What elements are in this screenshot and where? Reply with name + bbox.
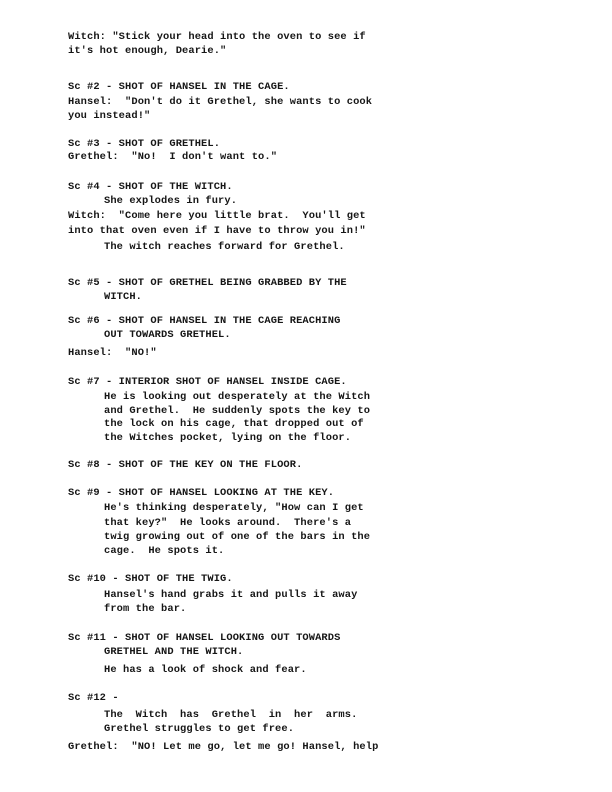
action-line: and Grethel. He suddenly spots the key to (104, 405, 371, 417)
scene-heading: Sc #8 - SHOT OF THE KEY ON THE FLOOR. (68, 459, 303, 471)
scene-heading: Sc #7 - INTERIOR SHOT OF HANSEL INSIDE CAGE. (68, 376, 347, 388)
action-line: Grethel struggles to get free. (104, 723, 295, 735)
action-line: from the bar. (104, 603, 187, 615)
action-line: The witch reaches forward for Grethel. (104, 241, 345, 253)
scene-heading: Sc #9 - SHOT OF HANSEL LOOKING AT THE KEY. (68, 487, 335, 499)
action-line: She explodes in fury. (104, 195, 238, 207)
action-line: cage. He spots it. (104, 545, 225, 557)
dialogue-line: into that oven even if I have to throw you in!" (68, 225, 366, 237)
action-line: The Witch has Grethel in her arms. (104, 709, 358, 721)
action-line: the Witches pocket, lying on the floor. (104, 432, 352, 444)
action-line: twig growing out of one of the bars in the (104, 531, 371, 543)
dialogue-line: Grethel: "No! I don't want to." (68, 151, 278, 163)
dialogue-line: Witch: "Come here you little brat. You'll get (68, 210, 366, 222)
action-line: He is looking out desperately at the Witch (104, 391, 371, 403)
action-line: the lock on his cage, that dropped out of (104, 418, 364, 430)
dialogue-line: Witch: "Stick your head into the oven to see if (68, 31, 366, 43)
dialogue-line: Hansel: "Don't do it Grethel, she wants to cook (68, 96, 373, 108)
dialogue-line: Hansel: "NO!" (68, 347, 157, 359)
scene-heading: Sc #11 - SHOT OF HANSEL LOOKING OUT TOWARDS (68, 632, 341, 644)
action-line: that key?" He looks around. There's a (104, 517, 352, 529)
scene-heading-continued: WITCH. (104, 291, 143, 303)
scene-heading: Sc #6 - SHOT OF HANSEL IN THE CAGE REACHING (68, 315, 341, 327)
dialogue-line: Grethel: "NO! Let me go, let me go! Hansel, help (68, 741, 379, 753)
scene-heading: Sc #10 - SHOT OF THE TWIG. (68, 573, 233, 585)
scene-heading: Sc #12 - (68, 692, 119, 704)
action-line: Hansel's hand grabs it and pulls it away (104, 589, 358, 601)
scene-heading: Sc #3 - SHOT OF GRETHEL. (68, 138, 221, 150)
action-line: He has a look of shock and fear. (104, 664, 307, 676)
scene-heading-continued: OUT TOWARDS GRETHEL. (104, 329, 231, 341)
scene-heading: Sc #5 - SHOT OF GRETHEL BEING GRABBED BY THE (68, 277, 347, 289)
scene-heading: Sc #4 - SHOT OF THE WITCH. (68, 181, 233, 193)
dialogue-line: it's hot enough, Dearie." (68, 45, 227, 57)
action-line: He's thinking desperately, "How can I get (104, 502, 364, 514)
scene-heading: Sc #2 - SHOT OF HANSEL IN THE CAGE. (68, 81, 290, 93)
dialogue-line: you instead!" (68, 110, 151, 122)
scene-heading-continued: GRETHEL AND THE WITCH. (104, 646, 244, 658)
